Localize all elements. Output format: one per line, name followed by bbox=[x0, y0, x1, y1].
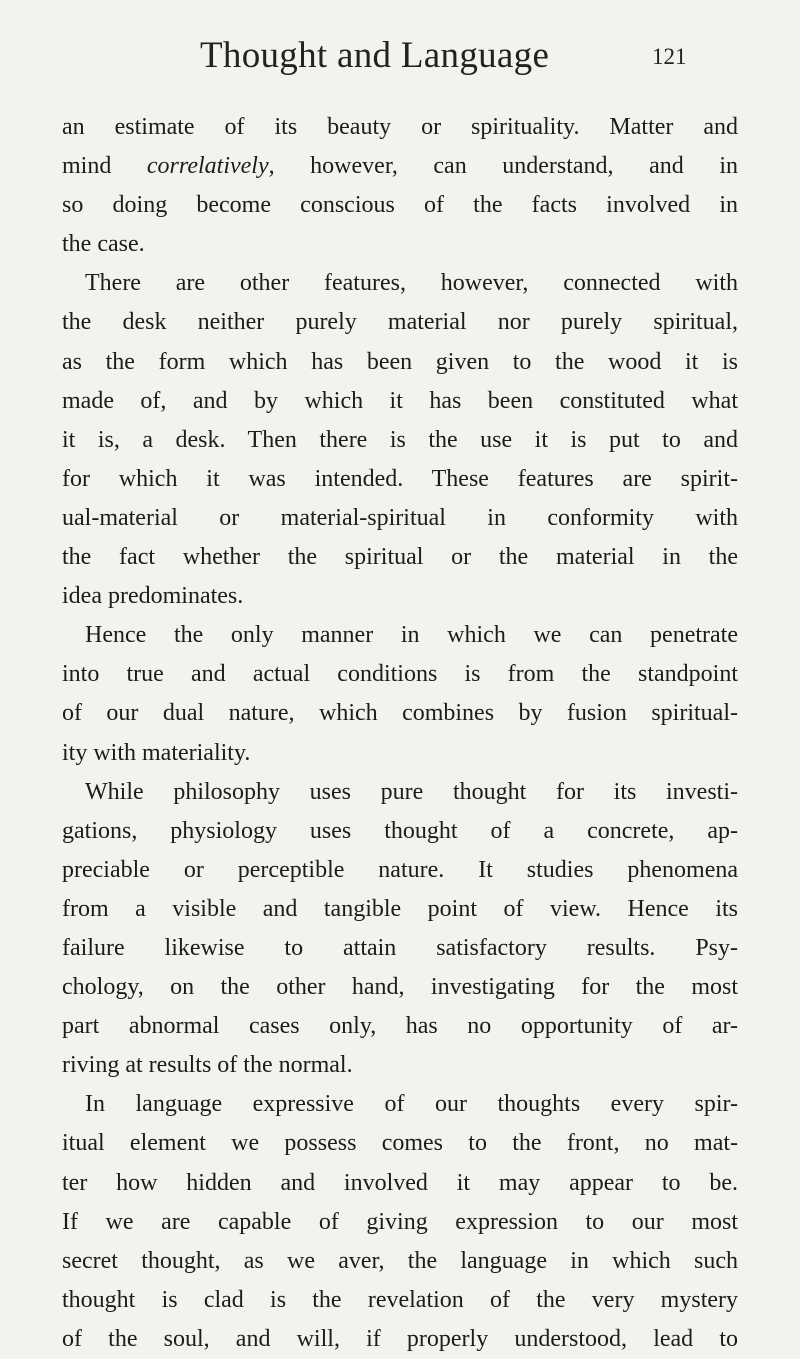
running-title: Thought and Language bbox=[200, 35, 550, 76]
text-line: Hence the only manner in which we can penetrate bbox=[85, 622, 738, 649]
text-line: secret thought, as we aver, the language in which such bbox=[62, 1247, 738, 1274]
italic-word: correlatively bbox=[146, 153, 269, 180]
text-line: the fact whether the spiritual or the material in the bbox=[62, 544, 738, 571]
text-fragment: mind bbox=[62, 153, 147, 180]
text-line: chology, on the other hand, investigating for the most bbox=[62, 974, 738, 1001]
text-line: ter how hidden and involved it may appear to be. bbox=[62, 1169, 738, 1196]
text-line: If we are capable of giving expression to our most bbox=[62, 1208, 738, 1235]
text-line: so doing become conscious of the facts involved in bbox=[62, 192, 738, 219]
text-line: made of, and by which it has been constituted what bbox=[62, 387, 738, 414]
text-line: There are other features, however, connected with bbox=[85, 270, 738, 297]
text-line: as the form which has been given to the wood it is bbox=[62, 348, 738, 375]
text-line: itual element we possess comes to the front, no mat- bbox=[62, 1130, 738, 1157]
body-text bbox=[62, 108, 738, 1359]
text-line bbox=[62, 147, 738, 186]
text-line: from a visible and tangible point of view. Hence its bbox=[62, 895, 738, 922]
text-line: In language expressive of our thoughts every spir- bbox=[85, 1091, 738, 1118]
text-line: ity with materiality. bbox=[62, 739, 251, 766]
page-number: 121 bbox=[652, 44, 687, 69]
text-line: gations, physiology uses thought of a concrete, ap- bbox=[62, 817, 738, 844]
text-line: preciable or perceptible nature. It studies phenomena bbox=[62, 856, 738, 883]
text-line: into true and actual conditions is from the standpoint bbox=[62, 661, 738, 688]
text-line: the desk neither purely material nor purely spiritual, bbox=[62, 309, 738, 336]
text-line: an estimate of its beauty or spirituality. Matter and bbox=[62, 114, 738, 140]
text-fragment: , however, can understand, and in bbox=[268, 153, 738, 180]
text-line: ual-material or material-spiritual in conformity with bbox=[62, 504, 738, 531]
text-line: thought is clad is the revelation of the very mystery bbox=[62, 1286, 738, 1313]
text-line: for which it was intended. These features are spirit- bbox=[62, 465, 738, 492]
text-line: failure likewise to attain satisfactory results. Psy- bbox=[62, 934, 738, 961]
text-line: of our dual nature, which combines by fusion spiritual- bbox=[62, 700, 738, 727]
page-header bbox=[0, 28, 800, 100]
text-line: While philosophy uses pure thought for its investi- bbox=[85, 778, 738, 805]
text-line: part abnormal cases only, has no opportunity of ar- bbox=[62, 1013, 738, 1040]
text-line: the case. bbox=[62, 231, 145, 258]
text-line: it is, a desk. Then there is the use it is put to and bbox=[62, 426, 738, 453]
text-line: idea predominates. bbox=[62, 583, 244, 610]
text-line: of the soul, and will, if properly understood, lead to bbox=[62, 1325, 738, 1352]
text-line: riving at results of the normal. bbox=[62, 1052, 353, 1079]
